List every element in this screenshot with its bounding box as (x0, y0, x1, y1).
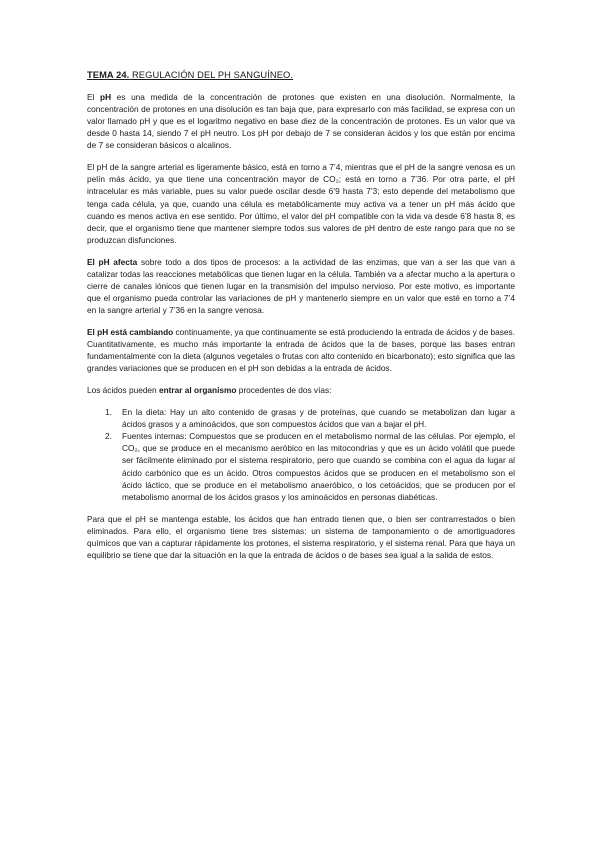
document-title (87, 70, 515, 80)
p3-bold: El pH afecta (87, 256, 138, 267)
paragraph-ph-stability: Para que el pH se mantenga estable, los ácidos que han entrado tienen que, o bien ser contrarrestados o bien eliminados. Para ello, el organismo tiene tres sistemas: un sistema de tamponamiento o de amortiguadores químicos que van a capturar rápidamente los protones, el sistema respiratorio, y el sistema renal. Para que haya un equilibrio se tiene que dar la situación en la que la entrada de ácidos o de bases sea igual a la salida de estos. (87, 513, 515, 560)
list-item (87, 430, 515, 503)
p5-text-a: Los ácidos pueden (87, 385, 159, 396)
list-item-number: 2. (105, 431, 112, 442)
list-item-text: Fuentes internas: Compuestos que se producen en el metabolismo normal de las células. Por ejemplo, el CO₂, que se produce en el mecanismo aeróbico en las mitocondrias y que es un ácido volátil que puede ser fácilmente eliminado por el sistema respiratorio, pero que cuando se combina con el agua da lugar al ácido carbónico que es un ácido. Otros compuestos ácidos que se producen en el metabolismo son el ácido láctico, que se produce en el metabolismo anaeróbico, o los cetoácidos, que se producen por el metabolismo anormal de los ácidos grasos y los aminoácidos en personas diabéticas. (122, 431, 515, 502)
p1-text-a: El (87, 92, 100, 102)
p3-text: sobre todo a dos tipos de procesos: a la actividad de las enzimas, que van a ser las que van a catalizar todas las reacciones metabólicas que tienen lugar en la célula. También va a afectar mucho a la apertura o cierre de canales iónicos que tienen lugar en la transmisión del impulso nervioso. Por este motivo, es importante que el organismo pueda controlar las variaciones de pH y mantenerlo siempre en un valor que esté en torno a 7’4 en la sangre arterial y 7’36 en la sangre venosa. (87, 256, 515, 316)
paragraph-ph-changing (87, 326, 515, 374)
list-item (87, 406, 515, 430)
document-page (87, 70, 515, 571)
acid-sources-list (87, 406, 515, 503)
p4-bold: El pH está cambiando (87, 326, 174, 337)
p5-text-c: procedentes de dos vías: (236, 385, 332, 396)
p5-bold: entrar al organismo (158, 385, 237, 396)
p4-text: continuamente, ya que continuamente se está produciendo la entrada de ácidos y de bases. Cuantitativamente, es mucho más importante la entrada de ácidos que la de bases, porque las bases entran fundamentalmente con la dieta (algunos vegetales o frutas con alto contenido en bicarbonato); esto significa que las grandes variaciones que se producen en el pH son debidas a la entrada de ácidos. (87, 326, 516, 374)
paragraph-acid-sources-intro (87, 384, 515, 396)
paragraph-blood-ph: El pH de la sangre arterial es ligeramente básico, está en torno a 7’4, mientras que el pH de la sangre venosa es un pelín más ácido, ya que tiene una concentración mayor de CO₂; está en torno a 7’36. Por otra parte, el pH intracelular es más variable, pues su valor puede oscilar desde 6’9 hasta 7’3; esto depende del metabolismo que tenga cada célula, ya que, cuando una célula es metabólicamente muy activa va a tener un pH más ácido que cuando es menos activa en ese sentido. Por último, el valor del pH compatible con la vida va desde 6’8 hasta 8, es decir, que el organismo tiene que mantener siempre todos sus valores de pH dentro de este rango para que no se produzcan disfunciones. (87, 162, 515, 245)
list-item-number: 1. (105, 407, 112, 418)
p1-bold: pH (100, 92, 112, 102)
list-item-text: En la dieta: Hay un alto contenido de grasas y de proteínas, que cuando se metabolizan dan lugar a ácidos grasos y a aminoácidos, que son compuestos ácidos que van a bajar el pH. (122, 407, 515, 430)
paragraph-ph-effects (87, 256, 515, 316)
title-text: REGULACIÓN DEL PH SANGUÍNEO. (129, 70, 294, 80)
title-number: TEMA 24. (87, 70, 130, 80)
p1-text-c: es una medida de la concentración de protones que existen en una disolución. Normalmente, la concentración de protones en una disolución es tan baja que, para expresarlo con más facilidad, se expresa con un valor llamado pH y que es el logaritmo negativo en base diez de la concentración de protones. Es un valor que va desde 0 hasta 14, siendo 7 el pH neutro. Los pH por debajo de 7 se consideran ácidos y los que están por encima de 7 se consideran básicos o alcalinos. (87, 92, 515, 151)
paragraph-ph-definition (87, 91, 515, 151)
